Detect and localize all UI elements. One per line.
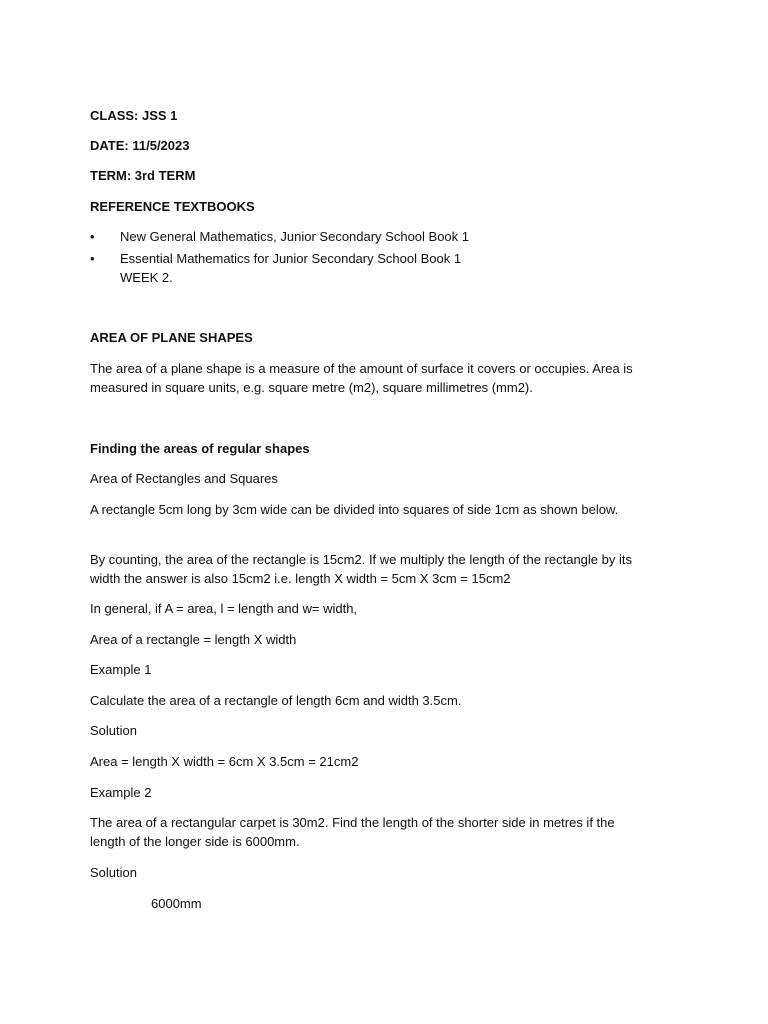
- section-heading: AREA OF PLANE SHAPES: [90, 330, 253, 345]
- example2-title: Example 2: [90, 785, 152, 800]
- bullet-icon: •: [90, 251, 95, 266]
- figure-dimension-label: 6000mm: [151, 896, 202, 911]
- reference-heading: REFERENCE TEXTBOOKS: [90, 199, 255, 214]
- example1-solution: Area = length X width = 6cm X 3.5cm = 21cm2: [90, 754, 359, 769]
- example1-title: Example 1: [90, 662, 152, 677]
- term-line: TERM: 3rd TERM: [90, 168, 196, 183]
- rectangles-heading: Area of Rectangles and Squares: [90, 471, 278, 486]
- intro-paragraph-line: measured in square units, e.g. square metre (m2), square millimetres (mm2).: [90, 380, 533, 395]
- rectangle-description: A rectangle 5cm long by 3cm wide can be divided into squares of side 1cm as shown below.: [90, 502, 619, 517]
- example2-question-line: length of the longer side is 6000mm.: [90, 834, 300, 849]
- bullet-icon: •: [90, 229, 95, 244]
- subsection-heading: Finding the areas of regular shapes: [90, 441, 310, 456]
- reference-item: Essential Mathematics for Junior Secondary School Book 1: [120, 251, 462, 266]
- class-line: CLASS: JSS 1: [90, 108, 178, 123]
- counting-paragraph-line: width the answer is also 15cm2 i.e. length X width = 5cm X 3cm = 15cm2: [90, 571, 511, 586]
- example2-question-line: The area of a rectangular carpet is 30m2. Find the length of the shorter side in metres if the: [90, 815, 615, 830]
- counting-paragraph-line: By counting, the area of the rectangle is 15cm2. If we multiply the length of the rectangle by its: [90, 552, 632, 567]
- week-label: WEEK 2.: [120, 270, 173, 285]
- example1-solution-label: Solution: [90, 723, 137, 738]
- example1-question: Calculate the area of a rectangle of length 6cm and width 3.5cm.: [90, 693, 462, 708]
- intro-paragraph-line: The area of a plane shape is a measure of the amount of surface it covers or occupies. Area is: [90, 361, 633, 376]
- example2-solution-label: Solution: [90, 865, 137, 880]
- reference-item: New General Mathematics, Junior Secondary School Book 1: [120, 229, 470, 244]
- general-statement: In general, if A = area, l = length and w= width,: [90, 601, 358, 616]
- area-formula: Area of a rectangle = length X width: [90, 632, 297, 647]
- date-line: DATE: 11/5/2023: [90, 138, 190, 153]
